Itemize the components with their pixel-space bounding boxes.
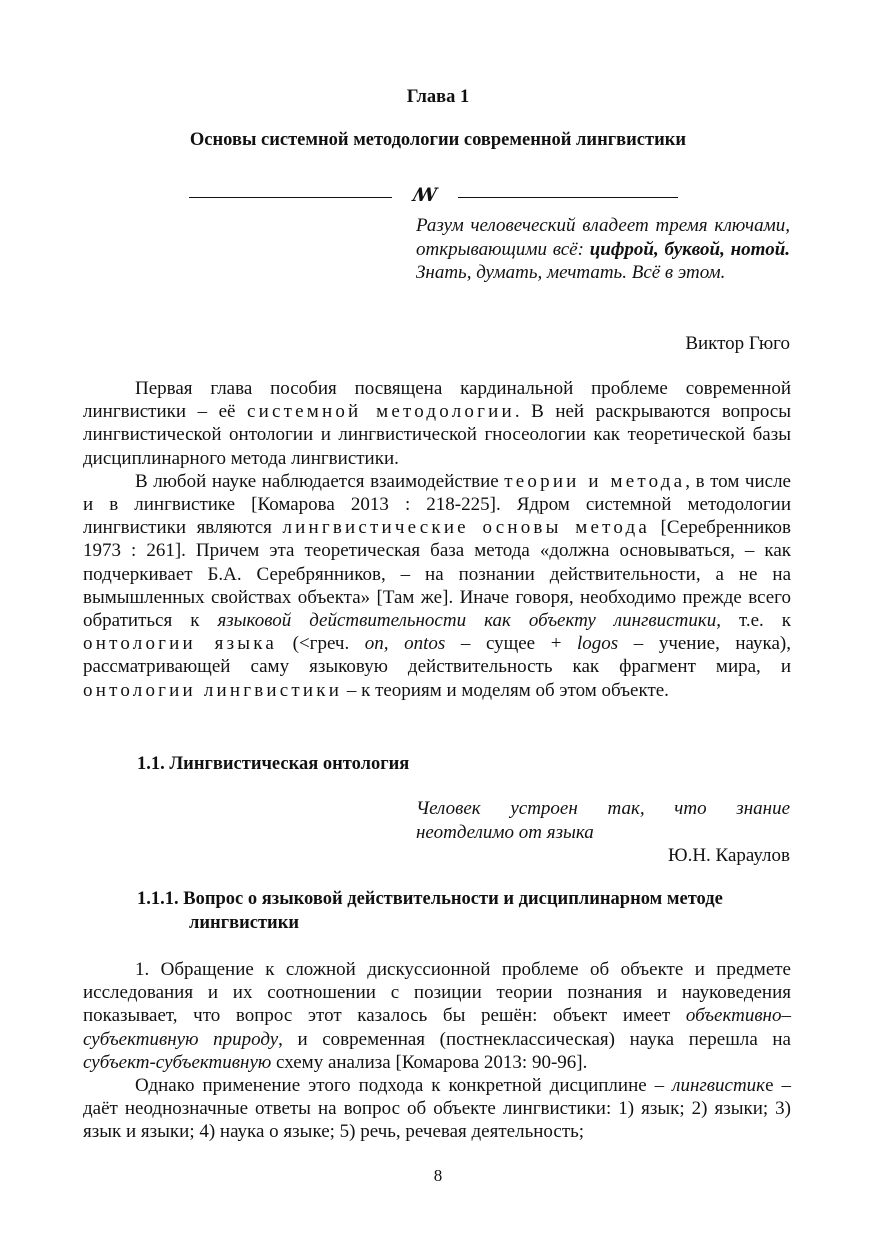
text-run: – учение, наука), рассматривающей саму языковую действительность как фрагмент мира, и xyxy=(83,633,791,678)
italic-term: on, ontos xyxy=(364,633,446,655)
text-run: схему анализа [Комарова 2013: 90-96]. xyxy=(271,1051,588,1073)
italic-term: языковой действительности как объекту лингвистики xyxy=(217,610,717,632)
page-number: 8 xyxy=(433,1166,443,1185)
italic-term: субъект-субъективную xyxy=(83,1051,272,1073)
text-run: , т.е. к xyxy=(716,610,791,632)
epigraph-author-karaulov: Ю.Н. Караулов xyxy=(668,845,790,866)
divider-right xyxy=(458,197,678,198)
paragraph xyxy=(83,377,791,470)
text-run: (<греч. xyxy=(277,633,365,655)
text-run: . В ней раскрываются вопросы лингвистической онтологии и лингвистической гносеологии как теоретической базы дисциплинарного метода лингвистики. xyxy=(83,401,792,469)
italic-term: лингвистик xyxy=(672,1075,766,1097)
italic-term: logos xyxy=(576,633,619,655)
spaced-term: системной методологии xyxy=(247,401,515,423)
section-heading-1-1-1: 1.1.1. Вопрос о языковой действительности и дисциплинарном методе лингвистики xyxy=(137,889,723,933)
intro-text xyxy=(83,377,791,702)
epigraph-karaulov: Человек устроен так, что знание неотделимо от языка xyxy=(416,798,790,843)
text-run: Первая глава пособия посвящена кардинальной проблеме современной лингвистики – её xyxy=(83,378,791,423)
epigraph-text-a: Разум человеческий владеет тремя ключами, открывающими всё: xyxy=(416,215,790,260)
text-run: , и современная (постнеклассическая) наука перешла на xyxy=(278,1028,791,1050)
epigraph-text-bold: цифрой, буквой, нотой. xyxy=(589,238,791,260)
text-run: е – даёт неоднозначные ответы на вопрос об объекте лингвистики: 1) язык; 2) языки; 3) язык и языки; 4) наука о языке; 5) речь, речевая деятельность; xyxy=(83,1075,791,1143)
spaced-term: теории и метода xyxy=(504,470,686,492)
paragraph xyxy=(83,958,791,1074)
section-text xyxy=(83,958,791,1144)
epigraph-text-c: Знать, думать, мечтать. Всё в этом. xyxy=(416,262,726,283)
epigraph-author-hugo: Виктор Гюго xyxy=(685,333,790,354)
spaced-term: лингвистические основы метода xyxy=(282,517,651,539)
paragraph xyxy=(83,470,791,702)
divider-left xyxy=(189,197,392,198)
epigraph-hugo xyxy=(416,214,790,285)
chapter-label: Глава 1 xyxy=(406,87,470,107)
chapter-title: Основы системной методологии современной лингвистики xyxy=(189,130,687,150)
text-run: – сущее + xyxy=(445,633,577,655)
text-run: Однако применение этого подхода к конкретной дисциплине – xyxy=(135,1075,673,1097)
text-run: – к теориям и моделям об этом объекте. xyxy=(342,679,669,701)
text-run: 1. Обращение к сложной дискуссионной проблеме об объекте и предмете исследования и их соотношении с позиции теории познания и науковедения показывает, что вопрос этот казалось бы решён: объект имеет xyxy=(83,959,791,1027)
text-run: , в том числе и в лингвистике [Комарова 2013 : 218-225]. Ядром системной методологии лингвистики являются xyxy=(83,470,791,539)
spaced-term: онтологии лингвистики xyxy=(83,679,343,701)
italic-term: объективно–субъективную природу xyxy=(83,1005,791,1050)
spaced-term: онтологии языка xyxy=(83,633,278,655)
text-run: [Серебренников 1973 : 261]. Причем эта теоретическая база метода «должна основываться, – как подчеркивает Б.А. Серебрянников, – на познании действительности, а не на вымышленных свойствах объекта» [Там же]. Иначе говоря, необходимо прежде всего обратиться к xyxy=(83,517,791,632)
ornament-icon: ꟿ xyxy=(412,185,438,206)
text-run: В любой науке наблюдается взаимодействие xyxy=(135,470,505,492)
section-heading-1-1: 1.1. Лингвистическая онтология xyxy=(137,754,410,774)
paragraph xyxy=(83,1074,791,1144)
